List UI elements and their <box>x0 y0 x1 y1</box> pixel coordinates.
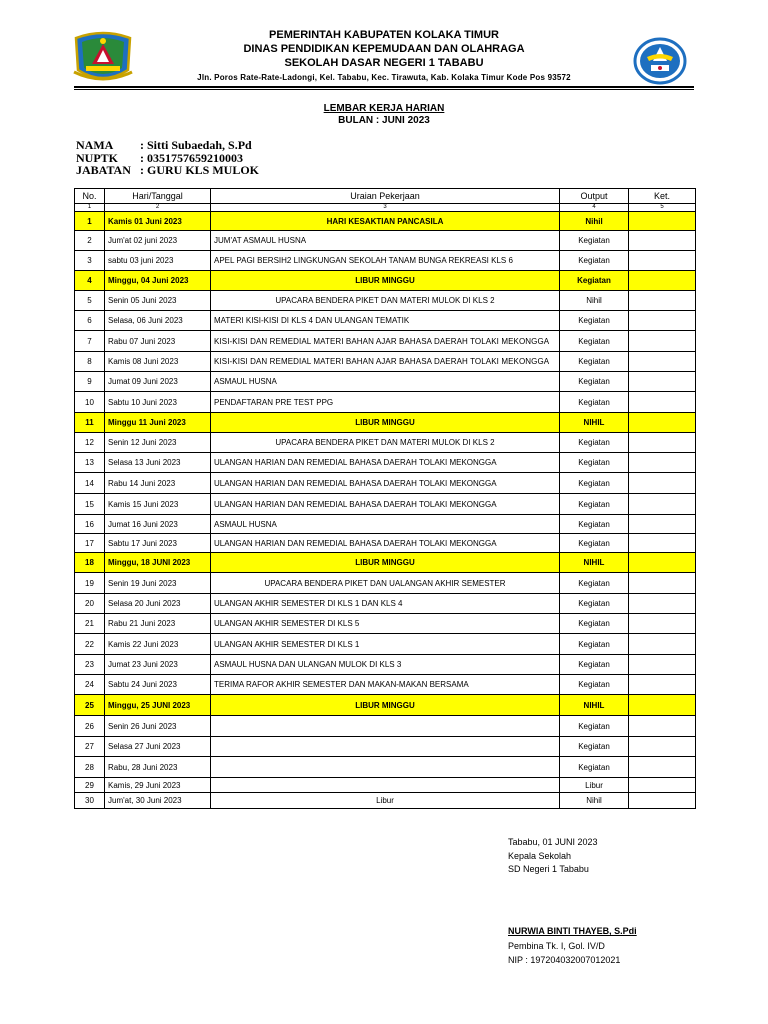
letterhead-address: Jln. Poros Rate-Rate-Ladongi, Kel. Tababu, Kec. Tirawuta, Kab. Kolaka Timur Kode Pos 93572 <box>197 73 571 82</box>
row-date: Minggu, 18 JUNI 2023 <box>105 553 211 573</box>
row-date: Minggu, 04 Juni 2023 <box>105 271 211 291</box>
row-date: Jumat 09 Juni 2023 <box>105 372 211 392</box>
identity-label: NAMA <box>76 138 114 152</box>
row-date: Rabu 07 Juni 2023 <box>105 331 211 352</box>
row-number: 16 <box>75 515 105 534</box>
row-task: LIBUR MINGGU <box>211 695 560 716</box>
row-task: ULANGAN AKHIR SEMESTER DI KLS 1 DAN KLS 4 <box>211 594 560 614</box>
sheet-title-month: BULAN : JUNI 2023 <box>338 115 430 126</box>
row-number: 5 <box>75 291 105 311</box>
table-header-row <box>75 189 696 204</box>
identity-label: JABATAN <box>76 163 131 177</box>
row-date: Rabu, 28 Juni 2023 <box>105 757 211 778</box>
identity-row-position <box>76 164 259 177</box>
row-ket <box>629 737 696 757</box>
identity-value: : GURU KLS MULOK <box>140 163 260 177</box>
table-row <box>75 757 696 778</box>
signature-role: Kepala Sekolah <box>508 850 572 861</box>
row-output: Nihil <box>560 291 629 311</box>
column-number: 5 <box>629 204 696 212</box>
row-task: ULANGAN HARIAN DAN REMEDIAL BAHASA DAERAH TOLAKI MEKONGGA <box>211 534 560 553</box>
row-number: 24 <box>75 675 105 695</box>
row-ket <box>629 372 696 392</box>
signer-rank: Pembina Tk. I, Gol. IV/D <box>508 940 605 951</box>
row-output: NIHIL <box>560 553 629 573</box>
row-number: 8 <box>75 352 105 372</box>
row-number: 15 <box>75 494 105 515</box>
row-number: 3 <box>75 251 105 271</box>
row-task: ULANGAN AKHIR SEMESTER DI KLS 5 <box>211 614 560 634</box>
row-date: Kamis 01 Juni 2023 <box>105 212 211 231</box>
row-number: 17 <box>75 534 105 553</box>
row-task: MATERI KISI-KISI DI KLS 4 DAN ULANGAN TEMATIK <box>211 311 560 331</box>
row-ket <box>629 311 696 331</box>
signature-school: SD Negeri 1 Tababu <box>508 864 589 874</box>
row-ket <box>629 614 696 634</box>
row-ket <box>629 534 696 553</box>
row-date: Sabtu 10 Juni 2023 <box>105 392 211 413</box>
row-output: Kegiatan <box>560 392 629 413</box>
row-ket <box>629 291 696 311</box>
header-date: Hari/Tanggal <box>105 189 211 204</box>
table-row <box>75 392 696 413</box>
row-output: Kegiatan <box>560 534 629 553</box>
row-output: Kegiatan <box>560 352 629 372</box>
row-output: Kegiatan <box>560 231 629 251</box>
identity-label: NUPTK <box>76 150 118 165</box>
row-ket <box>629 392 696 413</box>
row-task: Libur <box>211 793 560 809</box>
row-date: Senin 19 Juni 2023 <box>105 573 211 594</box>
row-ket <box>629 212 696 231</box>
row-task: UPACARA BENDERA PIKET DAN MATERI MULOK DI KLS 2 <box>211 433 560 453</box>
row-ket <box>629 716 696 737</box>
column-number-row <box>75 204 696 212</box>
row-ket <box>629 695 696 716</box>
table-row <box>75 634 696 655</box>
table-row <box>75 311 696 331</box>
row-output: Kegiatan <box>560 573 629 594</box>
signer-nip: NIP : 197204032007012021 <box>508 955 621 965</box>
row-ket <box>629 231 696 251</box>
table-row <box>75 291 696 311</box>
sheet-title <box>0 103 768 127</box>
table-row <box>75 534 696 553</box>
row-number: 14 <box>75 473 105 494</box>
row-output: Nihil <box>560 793 629 809</box>
row-ket <box>629 271 696 291</box>
row-date: Senin 26 Juni 2023 <box>105 716 211 737</box>
row-number: 7 <box>75 331 105 352</box>
row-ket <box>629 594 696 614</box>
row-task: KISI-KISI DAN REMEDIAL MATERI BAHAN AJAR BAHASA DAERAH TOLAKI MEKONGGA <box>211 331 560 352</box>
signer-block <box>508 924 637 968</box>
row-date: Sabtu 17 Juni 2023 <box>105 534 211 553</box>
row-date: Selasa, 06 Juni 2023 <box>105 311 211 331</box>
row-task: ASMAUL HUSNA <box>211 372 560 392</box>
row-ket <box>629 793 696 809</box>
table-row <box>75 675 696 695</box>
row-task: UPACARA BENDERA PIKET DAN UALANGAN AKHIR SEMESTER <box>211 573 560 594</box>
row-date: Sabtu 24 Juni 2023 <box>105 675 211 695</box>
letterhead <box>0 28 768 84</box>
employee-identity <box>76 139 259 177</box>
row-task: ULANGAN AKHIR SEMESTER DI KLS 1 <box>211 634 560 655</box>
row-date: Rabu 14 Juni 2023 <box>105 473 211 494</box>
row-output: NIHIL <box>560 695 629 716</box>
row-task: TERIMA RAFOR AKHIR SEMESTER DAN MAKAN-MAKAN BERSAMA <box>211 675 560 695</box>
row-number: 11 <box>75 413 105 433</box>
row-ket <box>629 494 696 515</box>
row-output: Kegiatan <box>560 494 629 515</box>
row-ket <box>629 675 696 695</box>
row-output: NIHIL <box>560 413 629 433</box>
letterhead-government: PEMERINTAH KABUPATEN KOLAKA TIMUR <box>269 29 499 41</box>
row-number: 1 <box>75 212 105 231</box>
row-task <box>211 757 560 778</box>
row-date: Jumat 16 Juni 2023 <box>105 515 211 534</box>
table-row <box>75 778 696 793</box>
table-row <box>75 372 696 392</box>
row-ket <box>629 778 696 793</box>
row-number: 20 <box>75 594 105 614</box>
row-date: sabtu 03 juni 2023 <box>105 251 211 271</box>
row-ket <box>629 553 696 573</box>
row-date: Rabu 21 Juni 2023 <box>105 614 211 634</box>
row-task: KISI-KISI DAN REMEDIAL MATERI BAHAN AJAR BAHASA DAERAH TOLAKI MEKONGGA <box>211 352 560 372</box>
row-date: Senin 12 Juni 2023 <box>105 433 211 453</box>
row-number: 22 <box>75 634 105 655</box>
row-ket <box>629 331 696 352</box>
table-row <box>75 515 696 534</box>
row-output: Kegiatan <box>560 655 629 675</box>
row-date: Kamis 22 Juni 2023 <box>105 634 211 655</box>
row-output: Kegiatan <box>560 757 629 778</box>
row-date: Selasa 13 Juni 2023 <box>105 453 211 473</box>
row-output: Kegiatan <box>560 271 629 291</box>
row-task: JUM'AT ASMAUL HUSNA <box>211 231 560 251</box>
row-date: Kamis 15 Juni 2023 <box>105 494 211 515</box>
row-task: APEL PAGI BERSIH2 LINGKUNGAN SEKOLAH TANAM BUNGA REKREASI KLS 6 <box>211 251 560 271</box>
letterhead-divider <box>74 86 694 90</box>
row-task <box>211 778 560 793</box>
row-output: Kegiatan <box>560 433 629 453</box>
letterhead-agency: DINAS PENDIDIKAN KEPEMUDAAN DAN OLAHRAGA <box>243 43 525 55</box>
row-ket <box>629 251 696 271</box>
row-date: Kamis 08 Juni 2023 <box>105 352 211 372</box>
row-task: ULANGAN HARIAN DAN REMEDIAL BAHASA DAERAH TOLAKI MEKONGGA <box>211 494 560 515</box>
table-row <box>75 594 696 614</box>
sheet-title-main: LEMBAR KERJA HARIAN <box>323 103 445 114</box>
row-output: Kegiatan <box>560 251 629 271</box>
signature-block <box>508 836 598 877</box>
row-output: Kegiatan <box>560 311 629 331</box>
column-number: 3 <box>211 204 560 212</box>
row-date: Minggu 11 Juni 2023 <box>105 413 211 433</box>
row-output: Kegiatan <box>560 614 629 634</box>
table-row <box>75 793 696 809</box>
row-output: Kegiatan <box>560 716 629 737</box>
column-number: 2 <box>105 204 211 212</box>
identity-value: : Sitti Subaedah, S.Pd <box>140 138 252 152</box>
signature-place-date: Tababu, 01 JUNI 2023 <box>508 837 598 847</box>
table-row <box>75 352 696 372</box>
row-number: 25 <box>75 695 105 716</box>
table-row <box>75 573 696 594</box>
row-output: Kegiatan <box>560 515 629 534</box>
table-row <box>75 553 696 573</box>
row-output: Kegiatan <box>560 331 629 352</box>
row-number: 21 <box>75 614 105 634</box>
table-row <box>75 271 696 291</box>
row-task: LIBUR MINGGU <box>211 413 560 433</box>
row-ket <box>629 433 696 453</box>
row-output: Kegiatan <box>560 737 629 757</box>
row-task: ULANGAN HARIAN DAN REMEDIAL BAHASA DAERAH TOLAKI MEKONGGA <box>211 453 560 473</box>
row-date: Minggu, 25 JUNI 2023 <box>105 695 211 716</box>
row-output: Kegiatan <box>560 372 629 392</box>
row-number: 30 <box>75 793 105 809</box>
row-number: 28 <box>75 757 105 778</box>
row-ket <box>629 515 696 534</box>
row-number: 26 <box>75 716 105 737</box>
table-row <box>75 655 696 675</box>
row-task: LIBUR MINGGU <box>211 553 560 573</box>
row-date: Selasa 20 Juni 2023 <box>105 594 211 614</box>
header-ket: Ket. <box>629 189 696 204</box>
row-ket <box>629 634 696 655</box>
row-output: Kegiatan <box>560 634 629 655</box>
row-number: 18 <box>75 553 105 573</box>
row-output: Kegiatan <box>560 594 629 614</box>
daily-work-table <box>74 188 696 809</box>
table-body <box>75 212 696 809</box>
row-ket <box>629 655 696 675</box>
row-task <box>211 737 560 757</box>
row-task: LIBUR MINGGU <box>211 271 560 291</box>
header-output: Output <box>560 189 629 204</box>
header-no: No. <box>75 189 105 204</box>
table-row <box>75 212 696 231</box>
row-ket <box>629 413 696 433</box>
header-task: Uraian Pekerjaan <box>211 189 560 204</box>
row-ket <box>629 757 696 778</box>
row-output: Libur <box>560 778 629 793</box>
row-task: UPACARA BENDERA PIKET DAN MATERI MULOK DI KLS 2 <box>211 291 560 311</box>
table-row <box>75 251 696 271</box>
table-row <box>75 433 696 453</box>
row-number: 23 <box>75 655 105 675</box>
row-task <box>211 716 560 737</box>
row-date: Kamis, 29 Juni 2023 <box>105 778 211 793</box>
row-date: Jum'at 02 juni 2023 <box>105 231 211 251</box>
table-row <box>75 413 696 433</box>
column-number: 1 <box>75 204 105 212</box>
row-number: 13 <box>75 453 105 473</box>
column-number: 4 <box>560 204 629 212</box>
row-output: Kegiatan <box>560 453 629 473</box>
row-number: 2 <box>75 231 105 251</box>
row-task: PENDAFTARAN PRE TEST PPG <box>211 392 560 413</box>
table-row <box>75 231 696 251</box>
row-date: Jumat 23 Juni 2023 <box>105 655 211 675</box>
row-output: Nihil <box>560 212 629 231</box>
row-number: 29 <box>75 778 105 793</box>
table-row <box>75 695 696 716</box>
row-ket <box>629 453 696 473</box>
row-number: 6 <box>75 311 105 331</box>
row-task: ASMAUL HUSNA <box>211 515 560 534</box>
row-number: 12 <box>75 433 105 453</box>
row-output: Kegiatan <box>560 473 629 494</box>
row-task: ASMAUL HUSNA DAN ULANGAN MULOK DI KLS 3 <box>211 655 560 675</box>
row-ket <box>629 473 696 494</box>
table-row <box>75 716 696 737</box>
row-number: 10 <box>75 392 105 413</box>
table-row <box>75 614 696 634</box>
row-ket <box>629 573 696 594</box>
row-date: Senin 05 Juni 2023 <box>105 291 211 311</box>
table-row <box>75 494 696 515</box>
row-number: 9 <box>75 372 105 392</box>
row-number: 19 <box>75 573 105 594</box>
identity-row-name <box>76 139 259 152</box>
table-row <box>75 473 696 494</box>
signer-name: NURWIA BINTI THAYEB, S.Pdi <box>508 926 637 936</box>
row-output: Kegiatan <box>560 675 629 695</box>
row-task: ULANGAN HARIAN DAN REMEDIAL BAHASA DAERAH TOLAKI MEKONGGA <box>211 473 560 494</box>
table-row <box>75 737 696 757</box>
row-ket <box>629 352 696 372</box>
table-row <box>75 331 696 352</box>
table-row <box>75 453 696 473</box>
row-date: Jum'at, 30 Juni 2023 <box>105 793 211 809</box>
row-number: 27 <box>75 737 105 757</box>
identity-value: : 0351757659210003 <box>140 150 243 165</box>
row-task: HARI KESAKTIAN PANCASILA <box>211 212 560 231</box>
row-date: Selasa 27 Juni 2023 <box>105 737 211 757</box>
letterhead-school: SEKOLAH DASAR NEGERI 1 TABABU <box>284 57 484 69</box>
row-number: 4 <box>75 271 105 291</box>
